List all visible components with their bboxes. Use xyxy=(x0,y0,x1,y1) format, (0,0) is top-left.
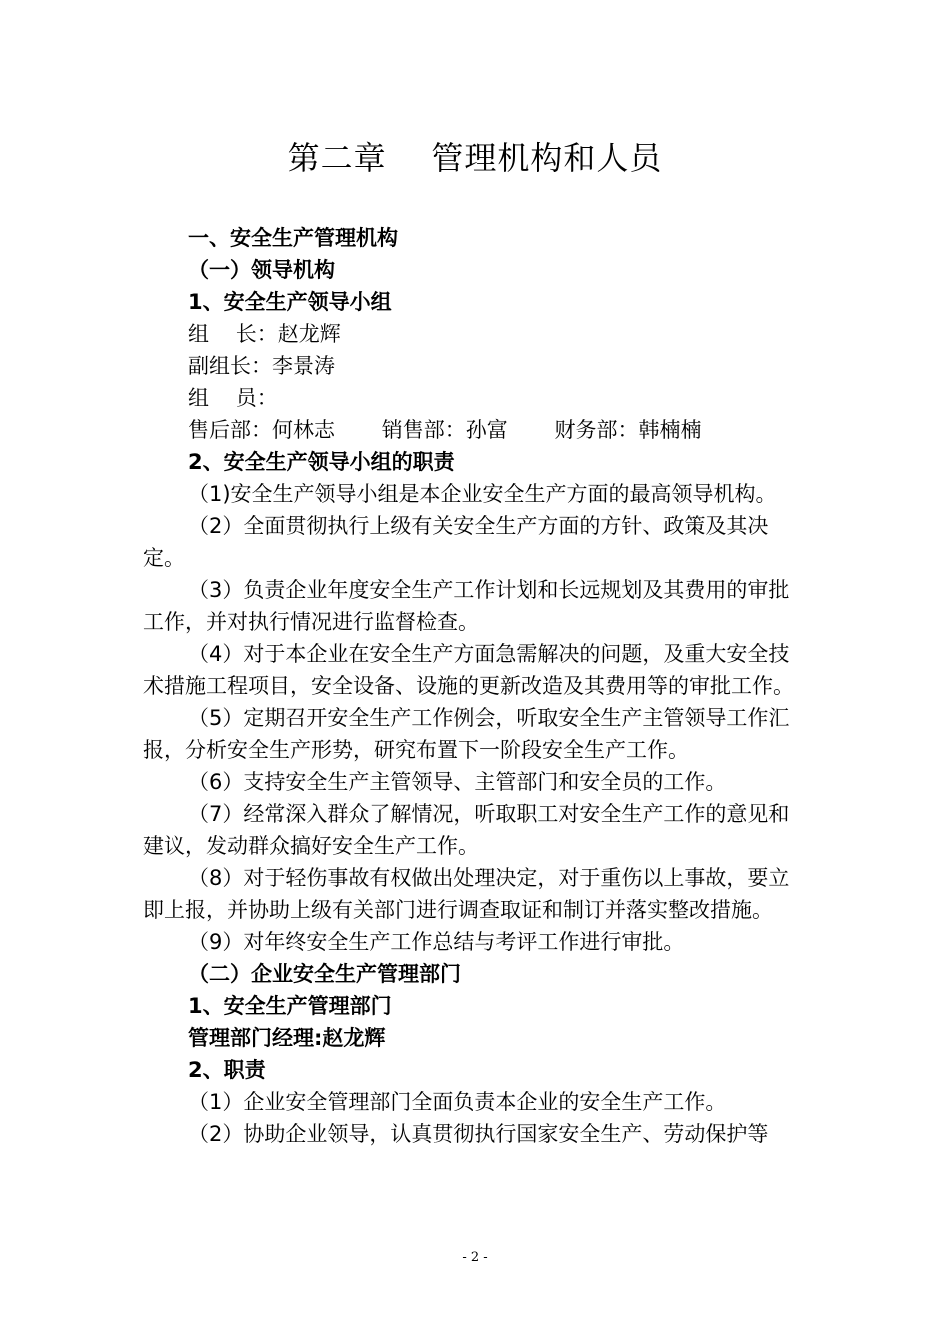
manager-line: 管理部门经理:赵龙辉 xyxy=(188,1026,386,1050)
duty-paragraph: （9）对年终安全生产工作总结与考评工作进行审批。 xyxy=(188,930,685,954)
duty-paragraph: （8）对于轻伤事故有权做出处理决定，对于重伤以上事故，要立即上报，并协助上级有关部门进行调查取证和制订并落实整改措施。 xyxy=(143,866,790,922)
page-number: - 2 - xyxy=(462,1250,488,1265)
duty-paragraph: （6）支持安全生产主管领导、主管部门和安全员的工作。 xyxy=(188,770,727,794)
duty-paragraph: （5）定期召开安全生产工作例会，听取安全生产主管领导工作汇报，分析安全生产形势，研究布置下一阶段安全生产工作。 xyxy=(143,706,790,762)
item-heading: 1、安全生产管理部门 xyxy=(188,994,392,1018)
duty-paragraph: （4）对于本企业在安全生产方面急需解决的问题，及重大安全技术措施工程项目，安全设备、设施的更新改造及其费用等的审批工作。 xyxy=(143,642,794,698)
item-heading: 2、职责 xyxy=(188,1058,266,1082)
member-deputy: 副组长：李景涛 xyxy=(188,354,335,378)
subsection-heading: （一）领导机构 xyxy=(188,258,335,282)
duty-paragraph: （1）企业安全管理部门全面负责本企业的安全生产工作。 xyxy=(188,1090,727,1114)
section-heading: 一、安全生产管理机构 xyxy=(188,226,398,250)
document-body xyxy=(143,222,808,1150)
item-heading: 2、安全生产领导小组的职责 xyxy=(188,450,455,474)
duty-paragraph: （1)安全生产领导小组是本企业安全生产方面的最高领导机构。 xyxy=(188,482,777,506)
duty-paragraph: （2）协助企业领导，认真贯彻执行国家安全生产、劳动保护等 xyxy=(188,1122,769,1146)
member-list: 售后部：何林志 销售部：孙富 财务部：韩楠楠 xyxy=(188,418,702,442)
member-label: 组 员： xyxy=(188,386,278,410)
duty-paragraph: （2）全面贯彻执行上级有关安全生产方面的方针、政策及其决定。 xyxy=(143,514,769,570)
item-heading: 1、安全生产领导小组 xyxy=(188,290,392,314)
member-leader: 组 长：赵龙辉 xyxy=(188,322,341,346)
subsection-heading: （二）企业安全生产管理部门 xyxy=(188,962,461,986)
page-title: 第二章 管理机构和人员 xyxy=(287,139,663,177)
duty-paragraph: （7）经常深入群众了解情况，听取职工对安全生产工作的意见和建议，发动群众搞好安全生产工作。 xyxy=(143,802,790,858)
duty-paragraph: （3）负责企业年度安全生产工作计划和长远规划及其费用的审批工作，并对执行情况进行监督检查。 xyxy=(143,578,790,634)
